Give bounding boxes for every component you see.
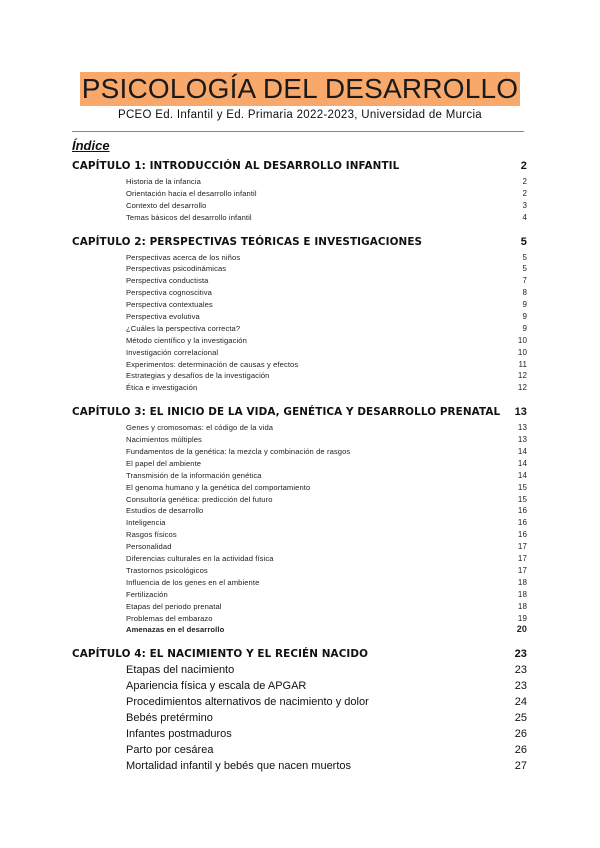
entry-page: 4 xyxy=(522,212,527,222)
chapter-page: 13 xyxy=(514,406,527,419)
entry-label: Estrategias y desafíos de la investigación xyxy=(126,371,270,381)
entry-page: 17 xyxy=(517,542,527,552)
chapter-title: CAPÍTULO 1: INTRODUCCIÓN AL DESARROLLO INFANTIL xyxy=(72,160,400,172)
toc-entry[interactable] xyxy=(72,624,528,636)
title-container xyxy=(0,72,600,106)
entry-label: Perspectivas acerca de los niños xyxy=(126,252,241,262)
entry-label: Fundamentos de la genética: la mezcla y combinación de rasgos xyxy=(126,447,351,457)
toc-entry[interactable] xyxy=(72,323,528,335)
entry-label: Método científico y la investigación xyxy=(126,335,247,345)
toc-entry[interactable] xyxy=(72,553,528,565)
toc-entry[interactable] xyxy=(72,299,528,311)
entry-page: 12 xyxy=(517,383,527,393)
toc-entry[interactable] xyxy=(72,176,528,188)
entry-page: 18 xyxy=(517,589,527,599)
toc-entry[interactable] xyxy=(72,505,528,517)
entry-page: 20 xyxy=(516,624,527,635)
toc-entry[interactable] xyxy=(72,494,528,506)
chapter-page: 23 xyxy=(514,648,527,661)
entry-page: 7 xyxy=(522,276,527,286)
toc-entry[interactable] xyxy=(72,287,528,299)
entry-label: Parto por cesárea xyxy=(126,743,214,756)
entry-page: 26 xyxy=(514,727,527,740)
toc-chapter-1[interactable] xyxy=(72,158,528,175)
entry-page: 14 xyxy=(517,447,527,457)
toc-entry[interactable] xyxy=(72,601,528,613)
entry-label: Estudios de desarrollo xyxy=(126,506,204,516)
toc-entry[interactable] xyxy=(72,613,528,625)
toc-entry[interactable] xyxy=(72,529,528,541)
index-heading: Índice xyxy=(72,138,110,153)
entry-label: Perspectiva evolutiva xyxy=(126,312,200,322)
entry-label: Apariencia física y escala de APGAR xyxy=(126,680,307,693)
entry-page: 14 xyxy=(517,470,527,480)
toc-entry[interactable] xyxy=(72,188,528,200)
entry-page: 19 xyxy=(517,613,527,623)
entry-page: 5 xyxy=(522,264,527,274)
entry-label: Procedimientos alternativos de nacimiento y dolor xyxy=(126,696,369,709)
header-divider xyxy=(72,131,524,132)
entry-label: El genoma humano y la genética del comportamiento xyxy=(126,482,311,492)
entry-page: 2 xyxy=(522,177,527,186)
entry-page: 8 xyxy=(522,288,527,298)
entry-label: Influencia de los genes en el ambiente xyxy=(126,577,260,587)
entry-label: Ética e investigación xyxy=(126,383,198,393)
chapter-4-entries xyxy=(72,663,528,774)
toc-entry[interactable] xyxy=(72,743,528,759)
entry-page: 23 xyxy=(514,664,527,677)
toc-entry[interactable] xyxy=(72,679,528,695)
entry-label: Consultoría genética: predicción del futuro xyxy=(126,494,273,504)
toc-entry[interactable] xyxy=(72,711,528,727)
toc-entry[interactable] xyxy=(72,759,528,775)
entry-label: Mortalidad infantil y bebés que nacen muertos xyxy=(126,759,352,772)
entry-label: Experimentos: determinación de causas y efectos xyxy=(126,359,299,369)
entry-page: 2 xyxy=(522,188,527,198)
entry-label: Perspectiva cognoscitiva xyxy=(126,288,212,298)
toc-entry[interactable] xyxy=(72,482,528,494)
entry-label: ¿Cuáles la perspectiva correcta? xyxy=(126,323,241,333)
document-subtitle: PCEO Ed. Infantil y Ed. Primaria 2022-2023, Universidad de Murcia xyxy=(117,109,483,121)
entry-page: 14 xyxy=(517,458,527,468)
chapter-1-entries xyxy=(72,176,528,224)
toc-entry[interactable] xyxy=(72,470,528,482)
entry-label: Inteligencia xyxy=(126,518,166,528)
entry-page: 5 xyxy=(522,252,527,262)
toc-entry[interactable] xyxy=(72,434,528,446)
toc-entry[interactable] xyxy=(72,275,528,287)
entry-label: Nacimientos múltiples xyxy=(126,435,202,445)
entry-page: 15 xyxy=(517,494,527,504)
entry-page: 18 xyxy=(517,577,527,587)
toc-entry[interactable] xyxy=(72,212,528,224)
entry-page: 27 xyxy=(514,759,527,772)
toc-entry[interactable] xyxy=(72,252,528,264)
entry-page: 16 xyxy=(517,518,527,528)
toc-entry[interactable] xyxy=(72,422,528,434)
entry-label: Infantes postmaduros xyxy=(126,727,232,740)
entry-label: Investigación correlacional xyxy=(126,347,219,357)
toc-entry[interactable] xyxy=(72,577,528,589)
entry-page: 15 xyxy=(517,482,527,492)
entry-page: 10 xyxy=(517,347,527,357)
toc-chapter-2[interactable] xyxy=(72,234,528,251)
entry-page: 24 xyxy=(514,696,527,709)
entry-page: 26 xyxy=(514,743,527,756)
toc-chapter-3[interactable] xyxy=(72,404,528,421)
toc-entry[interactable] xyxy=(72,458,528,470)
entry-label: Genes y cromosomas: el código de la vida xyxy=(126,423,274,433)
chapter-title: CAPÍTULO 4: EL NACIMIENTO Y EL RECIÉN NACIDO xyxy=(72,648,369,661)
entry-page: 3 xyxy=(522,200,527,210)
entry-label: Perspectiva conductista xyxy=(126,276,209,286)
entry-page: 17 xyxy=(517,554,527,564)
entry-label: Problemas del embarazo xyxy=(126,613,213,623)
toc-entry[interactable] xyxy=(72,663,528,679)
entry-page: 9 xyxy=(522,323,527,333)
chapter-title: CAPÍTULO 2: PERSPECTIVAS TEÓRICAS E INVESTIGACIONES xyxy=(72,235,423,248)
entry-label: Trastornos psicológicos xyxy=(126,565,208,575)
entry-label: Contexto del desarrollo xyxy=(126,200,207,210)
entry-label: Perspectivas psicodinámicas xyxy=(126,264,227,274)
entry-label: Transmisión de la información genética xyxy=(126,470,262,480)
toc-entry[interactable] xyxy=(72,382,528,394)
document-title: PSICOLOGÍA DEL DESARROLLO xyxy=(81,73,519,104)
entry-label: Historia de la infancia xyxy=(126,177,201,186)
toc-entry[interactable] xyxy=(72,695,528,711)
entry-label: Orientación hacia el desarrollo infantil xyxy=(126,188,257,198)
toc-entry[interactable] xyxy=(72,347,528,359)
toc-entry[interactable] xyxy=(72,359,528,371)
chapter-title: CAPÍTULO 3: EL INICIO DE LA VIDA, GENÉTICA Y DESARROLLO PRENATAL xyxy=(72,406,501,419)
entry-page: 25 xyxy=(514,711,527,724)
entry-page: 12 xyxy=(517,371,527,381)
toc-entry[interactable] xyxy=(72,517,528,529)
toc-chapter-4[interactable] xyxy=(72,646,528,663)
toc-entry[interactable] xyxy=(72,370,528,382)
entry-page: 13 xyxy=(517,423,527,433)
entry-label: Temas básicos del desarrollo infantil xyxy=(126,212,252,222)
toc-entry[interactable] xyxy=(72,200,528,212)
toc-entry[interactable] xyxy=(72,565,528,577)
entry-page: 11 xyxy=(518,359,527,369)
entry-label: Bebés pretérmino xyxy=(126,711,213,724)
entry-label: El papel del ambiente xyxy=(126,458,202,468)
chapter-3-entries xyxy=(72,422,528,636)
toc-entry[interactable] xyxy=(72,589,528,601)
entry-page: 23 xyxy=(514,680,527,693)
entry-label: Rasgos físicos xyxy=(126,530,177,540)
chapter-2-entries xyxy=(72,252,528,395)
entry-page: 9 xyxy=(522,312,527,322)
entry-label: Personalidad xyxy=(126,542,172,552)
table-of-contents xyxy=(72,158,528,775)
entry-page: 16 xyxy=(517,506,527,516)
toc-entry[interactable] xyxy=(72,446,528,458)
entry-page: 18 xyxy=(517,601,527,611)
entry-page: 10 xyxy=(517,335,527,345)
entry-label: Etapas del nacimiento xyxy=(126,664,235,677)
entry-label: Fertilización xyxy=(126,589,168,599)
chapter-page: 2 xyxy=(520,160,527,172)
toc-entry[interactable] xyxy=(72,263,528,275)
toc-entry[interactable] xyxy=(72,727,528,743)
entry-label: Etapas del periodo prenatal xyxy=(126,601,222,611)
toc-entry[interactable] xyxy=(72,311,528,323)
toc-entry[interactable] xyxy=(72,335,528,347)
entry-label: Amenazas en el desarrollo xyxy=(126,625,225,635)
toc-entry[interactable] xyxy=(72,541,528,553)
entry-label: Perspectiva contextuales xyxy=(126,300,213,310)
entry-page: 9 xyxy=(522,300,527,310)
entry-label: Diferencias culturales en la actividad física xyxy=(126,554,274,564)
entry-page: 16 xyxy=(517,530,527,540)
entry-page: 17 xyxy=(517,565,527,575)
chapter-page: 5 xyxy=(520,235,527,248)
entry-page: 13 xyxy=(517,435,527,445)
